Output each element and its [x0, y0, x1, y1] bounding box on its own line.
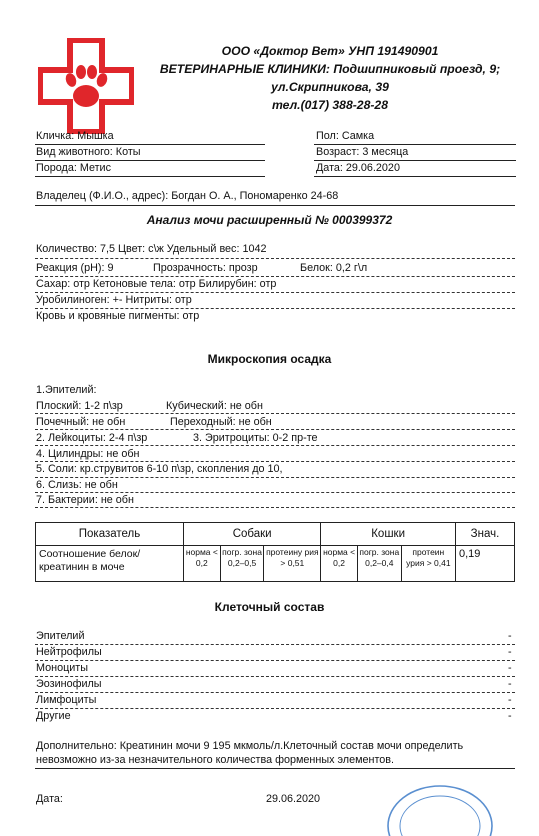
note-line-1: Дополнительно: Креатинин мочи 9 195 мкмоль/л.Клеточный состав мочи определить: [36, 740, 464, 752]
mucus: 6. Слизь: не обн: [36, 479, 118, 491]
protein-creatinine-table: [35, 522, 515, 582]
cell-value: -: [508, 710, 512, 722]
epithelium-header: 1.Эпителий:: [36, 384, 97, 396]
clinic-line-2: ВЕТЕРИНАРНЫЕ КЛИНИКИ: Подшипниковый проезд, 9;: [159, 62, 501, 76]
leukocytes: 2. Лейкоциты: 2-4 п\зр: [36, 432, 148, 444]
cell-value: -: [508, 646, 512, 658]
row-label: Соотношение белок/креатинин в моче: [36, 546, 184, 582]
urine-line-5: Кровь и кровяные пигменты: отр: [36, 310, 200, 322]
cell-label: Моноциты: [36, 662, 89, 674]
cell-value: -: [508, 630, 512, 642]
cell-label: Нейтрофилы: [36, 646, 102, 658]
erythrocytes: 3. Эритроциты: 0-2 пр-те: [193, 432, 318, 444]
col-cats: Кошки: [321, 523, 456, 546]
cat-norm: норма < 0,2: [321, 546, 358, 582]
footer-date-label: Дата:: [36, 793, 63, 805]
urine-line-3: Сахар: отр Кетоновые тела: отр Билирубин: отр: [36, 278, 277, 290]
dog-norm: норма < 0,2: [184, 546, 221, 582]
cat-borderline: погр. зона 0,2–0,4: [357, 546, 401, 582]
col-indicator: Показатель: [36, 523, 184, 546]
patient-age: Возраст: 3 месяца: [316, 146, 409, 158]
patient-species: Вид животного: Коты: [36, 146, 141, 158]
exam-date: Дата: 29.06.2020: [316, 162, 400, 174]
clinic-line-1: ООО «Доктор Вет» УНП 191490901: [221, 44, 439, 58]
clinic-header: [150, 42, 510, 114]
clinic-line-4: тел.(017) 388-28-28: [272, 98, 388, 112]
urine-line-4: Уробилиноген: +- Нитриты: отр: [36, 294, 192, 306]
cell-label: Другие: [36, 710, 71, 722]
epithelium-cubic: Кубический: не обн: [166, 400, 263, 412]
owner: Владелец (Ф.И.О., адрес): Богдан О. А., Пономаренко 24-68: [36, 190, 339, 202]
note-line-2: невозможно из-за незначительного количества форменных элементов.: [36, 754, 395, 766]
microscopy-title: Микроскопия осадка: [207, 352, 332, 366]
dog-borderline: погр. зона 0,2–0,5: [220, 546, 264, 582]
col-value: Знач.: [456, 523, 515, 546]
cell-value: -: [508, 662, 512, 674]
epithelium-transitional: Переходный: не обн: [170, 416, 272, 428]
cell-label: Эозинофилы: [36, 678, 102, 690]
patient-name: Кличка: Мышка: [36, 130, 114, 142]
ratio-value: 0,19: [456, 546, 515, 582]
patient-breed: Порода: Метис: [36, 162, 111, 174]
cell-label: Эпителий: [36, 630, 85, 642]
col-dogs: Собаки: [184, 523, 321, 546]
footer-date-value: 29.06.2020: [266, 793, 321, 805]
urine-line-1: Количество: 7,5 Цвет: с\ж Удельный вес: 1042: [36, 243, 267, 255]
patient-sex: Пол: Самка: [316, 130, 375, 142]
cell-label: Лимфоциты: [36, 694, 97, 706]
dog-proteinuria: протеину рия > 0,51: [264, 546, 321, 582]
bacteria: 7. Бактерии: не обн: [36, 494, 134, 506]
cell-value: -: [508, 678, 512, 690]
stamp-seal: [385, 776, 495, 836]
urine-protein: Белок: 0,2 г\л: [300, 262, 368, 274]
salts: 5. Соли: кр.струвитов 6-10 п\зр, скопления до 10,: [36, 463, 283, 475]
cell-value: -: [508, 694, 512, 706]
cat-proteinuria: протеин урия > 0,41: [401, 546, 455, 582]
urine-transparency: Прозрачность: прозр: [153, 262, 258, 274]
epithelium-flat: Плоский: 1-2 п\зр: [36, 400, 123, 412]
clinic-logo: [38, 38, 134, 134]
urine-ph: Реакция (pH): 9: [36, 262, 114, 274]
cylinders: 4. Цилиндры: не обн: [36, 448, 140, 460]
clinic-line-3: ул.Скрипникова, 39: [271, 80, 389, 94]
epithelium-renal: Почечный: не обн: [36, 416, 126, 428]
cells-title: Клеточный состав: [214, 600, 325, 614]
analysis-title: Анализ мочи расширенный № 000399372: [146, 213, 393, 227]
